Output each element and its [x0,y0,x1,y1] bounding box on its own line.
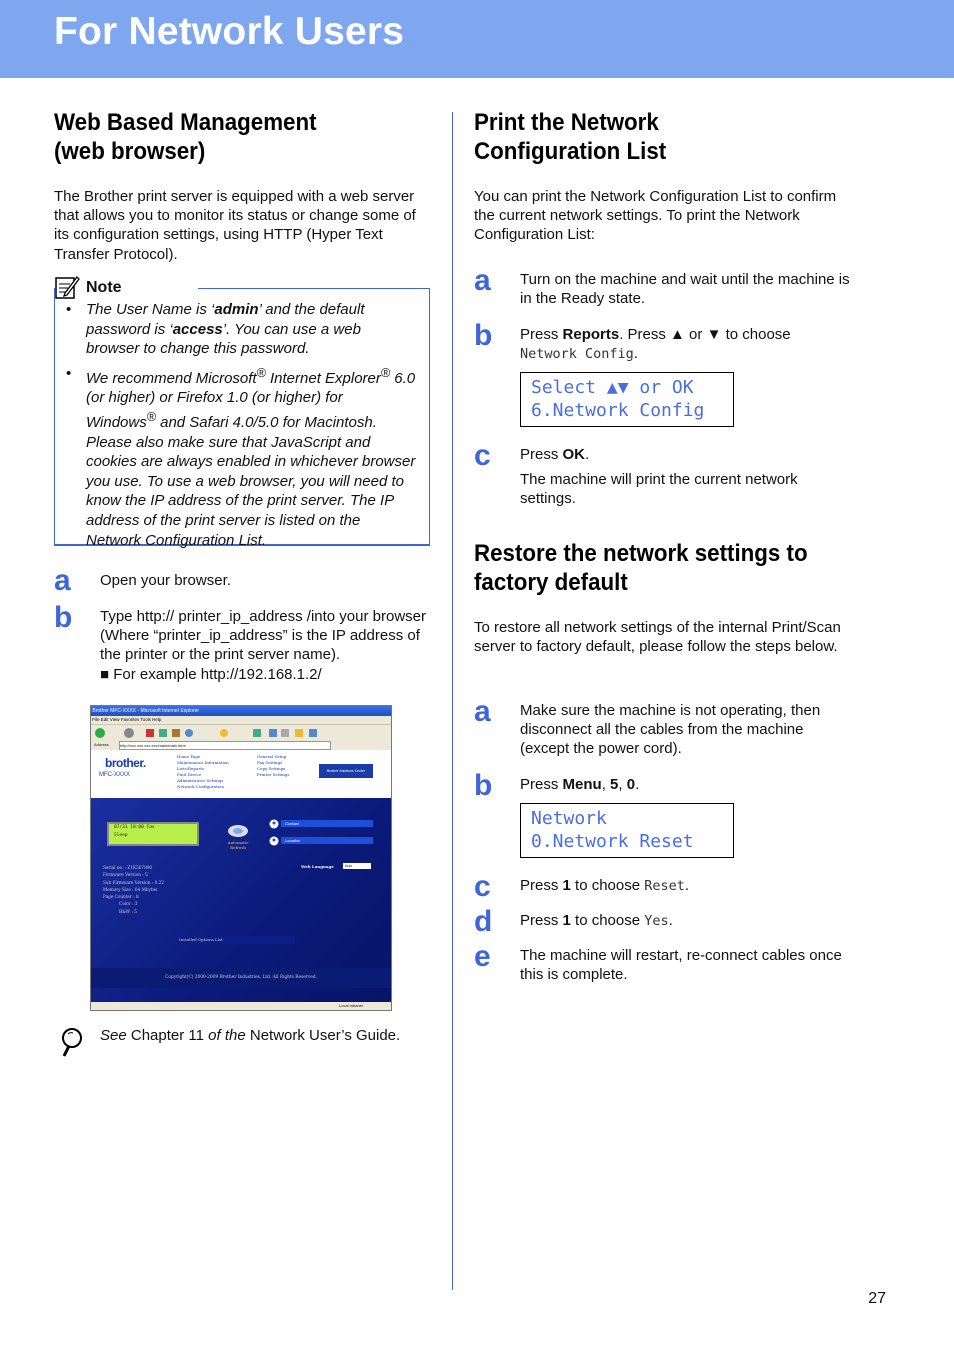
address-bar [91,740,391,750]
web-header [91,750,391,798]
step-key: 5 [610,776,619,793]
step-body: Press [520,776,563,793]
note-text: ’. You can use a web browser to change this password. [86,320,361,358]
note-list [66,300,416,555]
step-key: OK [562,446,586,463]
toolbar-icons [91,725,391,741]
step-body: Type http:// printer_ip_address /into your browser (Where “printer_ip_address” is the IP address of the printer or the print server name). [100,608,427,664]
magnifier-icon [54,1024,90,1060]
note-text: 6.0 (or higher) or Firefox 1.0 (or higher) for Windows [86,369,416,431]
heading-line: Web Based Management [54,109,317,136]
solutions-center-banner: Brother Solutions Center [319,764,373,778]
note-title: Note [86,279,122,296]
ref-italic: See [100,1027,127,1044]
step-text [520,325,854,364]
ref-italic: of the [208,1027,246,1044]
step-text [520,911,854,931]
step-body: Press [520,912,563,929]
step-body: . Press ▲ or ▼ to choose [619,326,791,343]
info-line: Memory Size : 64 Mbytes [103,886,158,892]
auto-refresh-label: Automatic Refresh [227,840,249,850]
note-box [54,272,430,549]
step-example: ■ For example http://192.168.1.2/ [100,665,322,683]
step-text: Make sure the machine is not operating, then disconnect all the cables from the machine (except the power cord). [520,702,821,758]
restore-step-c [474,870,854,903]
page-number: 27 [868,1290,886,1307]
device-info [103,864,164,915]
restore-step-a [474,695,854,761]
step-body: The machine will print the current network settings. [520,471,798,508]
step-text: Open your browser. [100,572,231,589]
step-text [520,445,854,509]
location-field: Location [281,837,373,844]
lcd-line: 6.Network Config [531,400,705,421]
left-column [54,108,432,264]
step-body: . [633,345,638,363]
menu-text: File Edit View Favorites Tools Help [92,717,162,722]
web-link: Find Device [177,772,202,777]
restore-step-e [474,940,854,986]
heading-line: factory default [474,569,628,596]
browser-screenshot [90,705,392,1011]
ref-text: Network User’s Guide. [245,1027,401,1044]
ref-text: Chapter 11 [126,1027,209,1044]
step-key: 0 [626,776,636,793]
note-text: ’ and the default password is ‘ [86,301,365,338]
print-step-b [474,319,854,365]
step-letter: b [54,601,73,634]
web-link: Printer Settings [257,772,290,777]
lcd-line: Network [531,808,607,829]
step-letter: b [474,769,493,802]
web-language-select: Auto [343,863,371,869]
step-body: . [635,776,640,793]
print-config-heading [474,108,827,166]
window-title: Brother MFC-XXXX - Microsoft Internet Explorer [92,708,200,714]
note-bold: access [172,320,223,338]
model-name: MFC-XXXX [99,772,131,778]
step-letter: e [474,940,491,973]
web-link: Administrator Settings [177,778,224,783]
header-banner [0,0,954,78]
web-link: Copy Settings [257,766,286,771]
step-body: . [668,912,673,929]
step-body: , [618,776,627,793]
step-body: to choose [570,912,645,929]
brother-logo: brother. [105,756,146,770]
step-body: . [585,446,590,463]
step-letter: b [474,319,493,352]
left-step-b [54,601,434,687]
registered-mark: ® [146,409,156,424]
restore-heading [474,539,827,597]
web-link: Home Page [177,754,201,759]
print-step-a [474,264,854,310]
step-body: Press [520,326,563,343]
person-icons [269,819,279,849]
step-body: to choose [570,877,645,894]
column-divider [452,112,453,1290]
lcd-line: 0.Network Reset [531,831,694,852]
info-line: Sub Firmware Version : 0.22 [103,879,164,885]
status-zone: Local intranet [339,1003,364,1008]
step-body: Press [520,877,563,894]
refresh-icon [227,824,249,838]
window-titlebar [91,706,391,716]
note-text: The User Name is ‘ [86,301,215,318]
step-letter: a [54,564,71,597]
web-link: Fax Settings [257,760,283,765]
restore-step-b [474,769,854,802]
step-text: The machine will restart, re-connect cables once this is complete. [520,947,842,984]
note-text: Internet Explorer [265,369,381,387]
heading-line: Configuration List [474,138,667,165]
info-line: Serial no. : Z1K567890 [103,865,153,870]
left-step-a [54,564,434,597]
lcd-option: Reset [644,878,685,894]
browser-statusbar [91,1002,391,1010]
step-letter: a [474,695,491,728]
address-label: Address [94,742,109,747]
print-step-c [474,439,854,511]
web-link: Maintenance Information [177,760,229,765]
step-key: 1 [562,912,571,929]
note-bold: admin [214,301,259,318]
web-copyright: Copyright(C) 2000-2009 Brother Industries, Ltd. All Rights Reserved. [91,968,391,988]
see-reference-text [100,1026,400,1045]
registered-mark: ® [380,365,391,380]
web-management-intro: The Brother print server is equipped with a web server that allows you to monitor its status or change some of its configuration settings, using HTTP (Hyper Text Transfer Protocol). [54,188,416,263]
info-line: B&W : 5 [119,908,137,914]
lcd-line: Sleep [114,833,128,838]
info-line: Color : 3 [119,901,138,907]
web-link: Lists/Reports [177,766,204,771]
contact-field: Contact [281,820,373,827]
links-left [177,754,229,790]
info-line: Firmware Version : U [103,872,149,878]
lcd-network-config [520,372,734,427]
step-body: , [601,776,611,793]
step-text [100,607,434,684]
restore-section [474,539,854,656]
restore-step-d [474,905,854,938]
step-body: Press [520,446,563,463]
step-letter: c [474,870,491,903]
step-letter: d [474,905,493,938]
browser-toolbar [91,724,391,741]
page-title: For Network Users [54,10,405,53]
note-item [66,300,416,359]
lcd-line: Select ▲▼ or OK [531,377,694,398]
registered-mark: ® [256,365,266,380]
right-column [474,108,854,245]
lcd-network-reset [520,803,734,858]
note-text: and Safari 4.0/5.0 for Macintosh. Please also make sure that JavaScript and cookies are always enabled in whichever browser you use. To use a web browser, you will need to know the IP address of the print server. The IP address of the print server is listed on the Network Configuration List. [86,413,416,549]
lcd-option: Yes [644,913,669,929]
step-letter: c [474,439,491,472]
lcd-option: Network Config [520,346,634,363]
step-text [520,775,854,794]
print-config-intro: You can print the Network Configuration List to confirm the current network settings. To print the Network Configuration List: [474,188,837,244]
web-management-heading [54,108,406,166]
step-text: Turn on the machine and wait until the machine is in the Ready state. [520,271,850,308]
note-item [66,364,416,550]
address-field: http://xxx.xxx.xxx.xxx/main/main.html [119,741,331,750]
installed-options-list: Installed Options List [179,936,295,944]
step-letter: a [474,264,491,297]
step-key: Reports [562,326,620,343]
links-right [257,754,289,778]
heading-line: Restore the network settings to [474,540,808,567]
step-key: Menu [562,776,602,793]
browser-menu [91,716,391,724]
heading-line: Print the Network [474,109,659,136]
lcd-line: 07/31 10:00 Fax [114,825,155,830]
web-language-label: Web Language [301,864,334,869]
step-key: 1 [562,877,571,894]
note-text: We recommend Microsoft [86,369,257,387]
web-link: General Setup [257,754,287,759]
heading-line: (web browser) [54,138,206,165]
web-link: Network Configuration [177,784,224,789]
step-body: . [684,877,690,894]
restore-intro: To restore all network settings of the internal Print/Scan server to factory default, please follow the steps below. [474,619,841,656]
info-line: Page Counter : 8 [103,894,139,900]
lcd-display [107,822,199,846]
step-text [520,876,854,896]
